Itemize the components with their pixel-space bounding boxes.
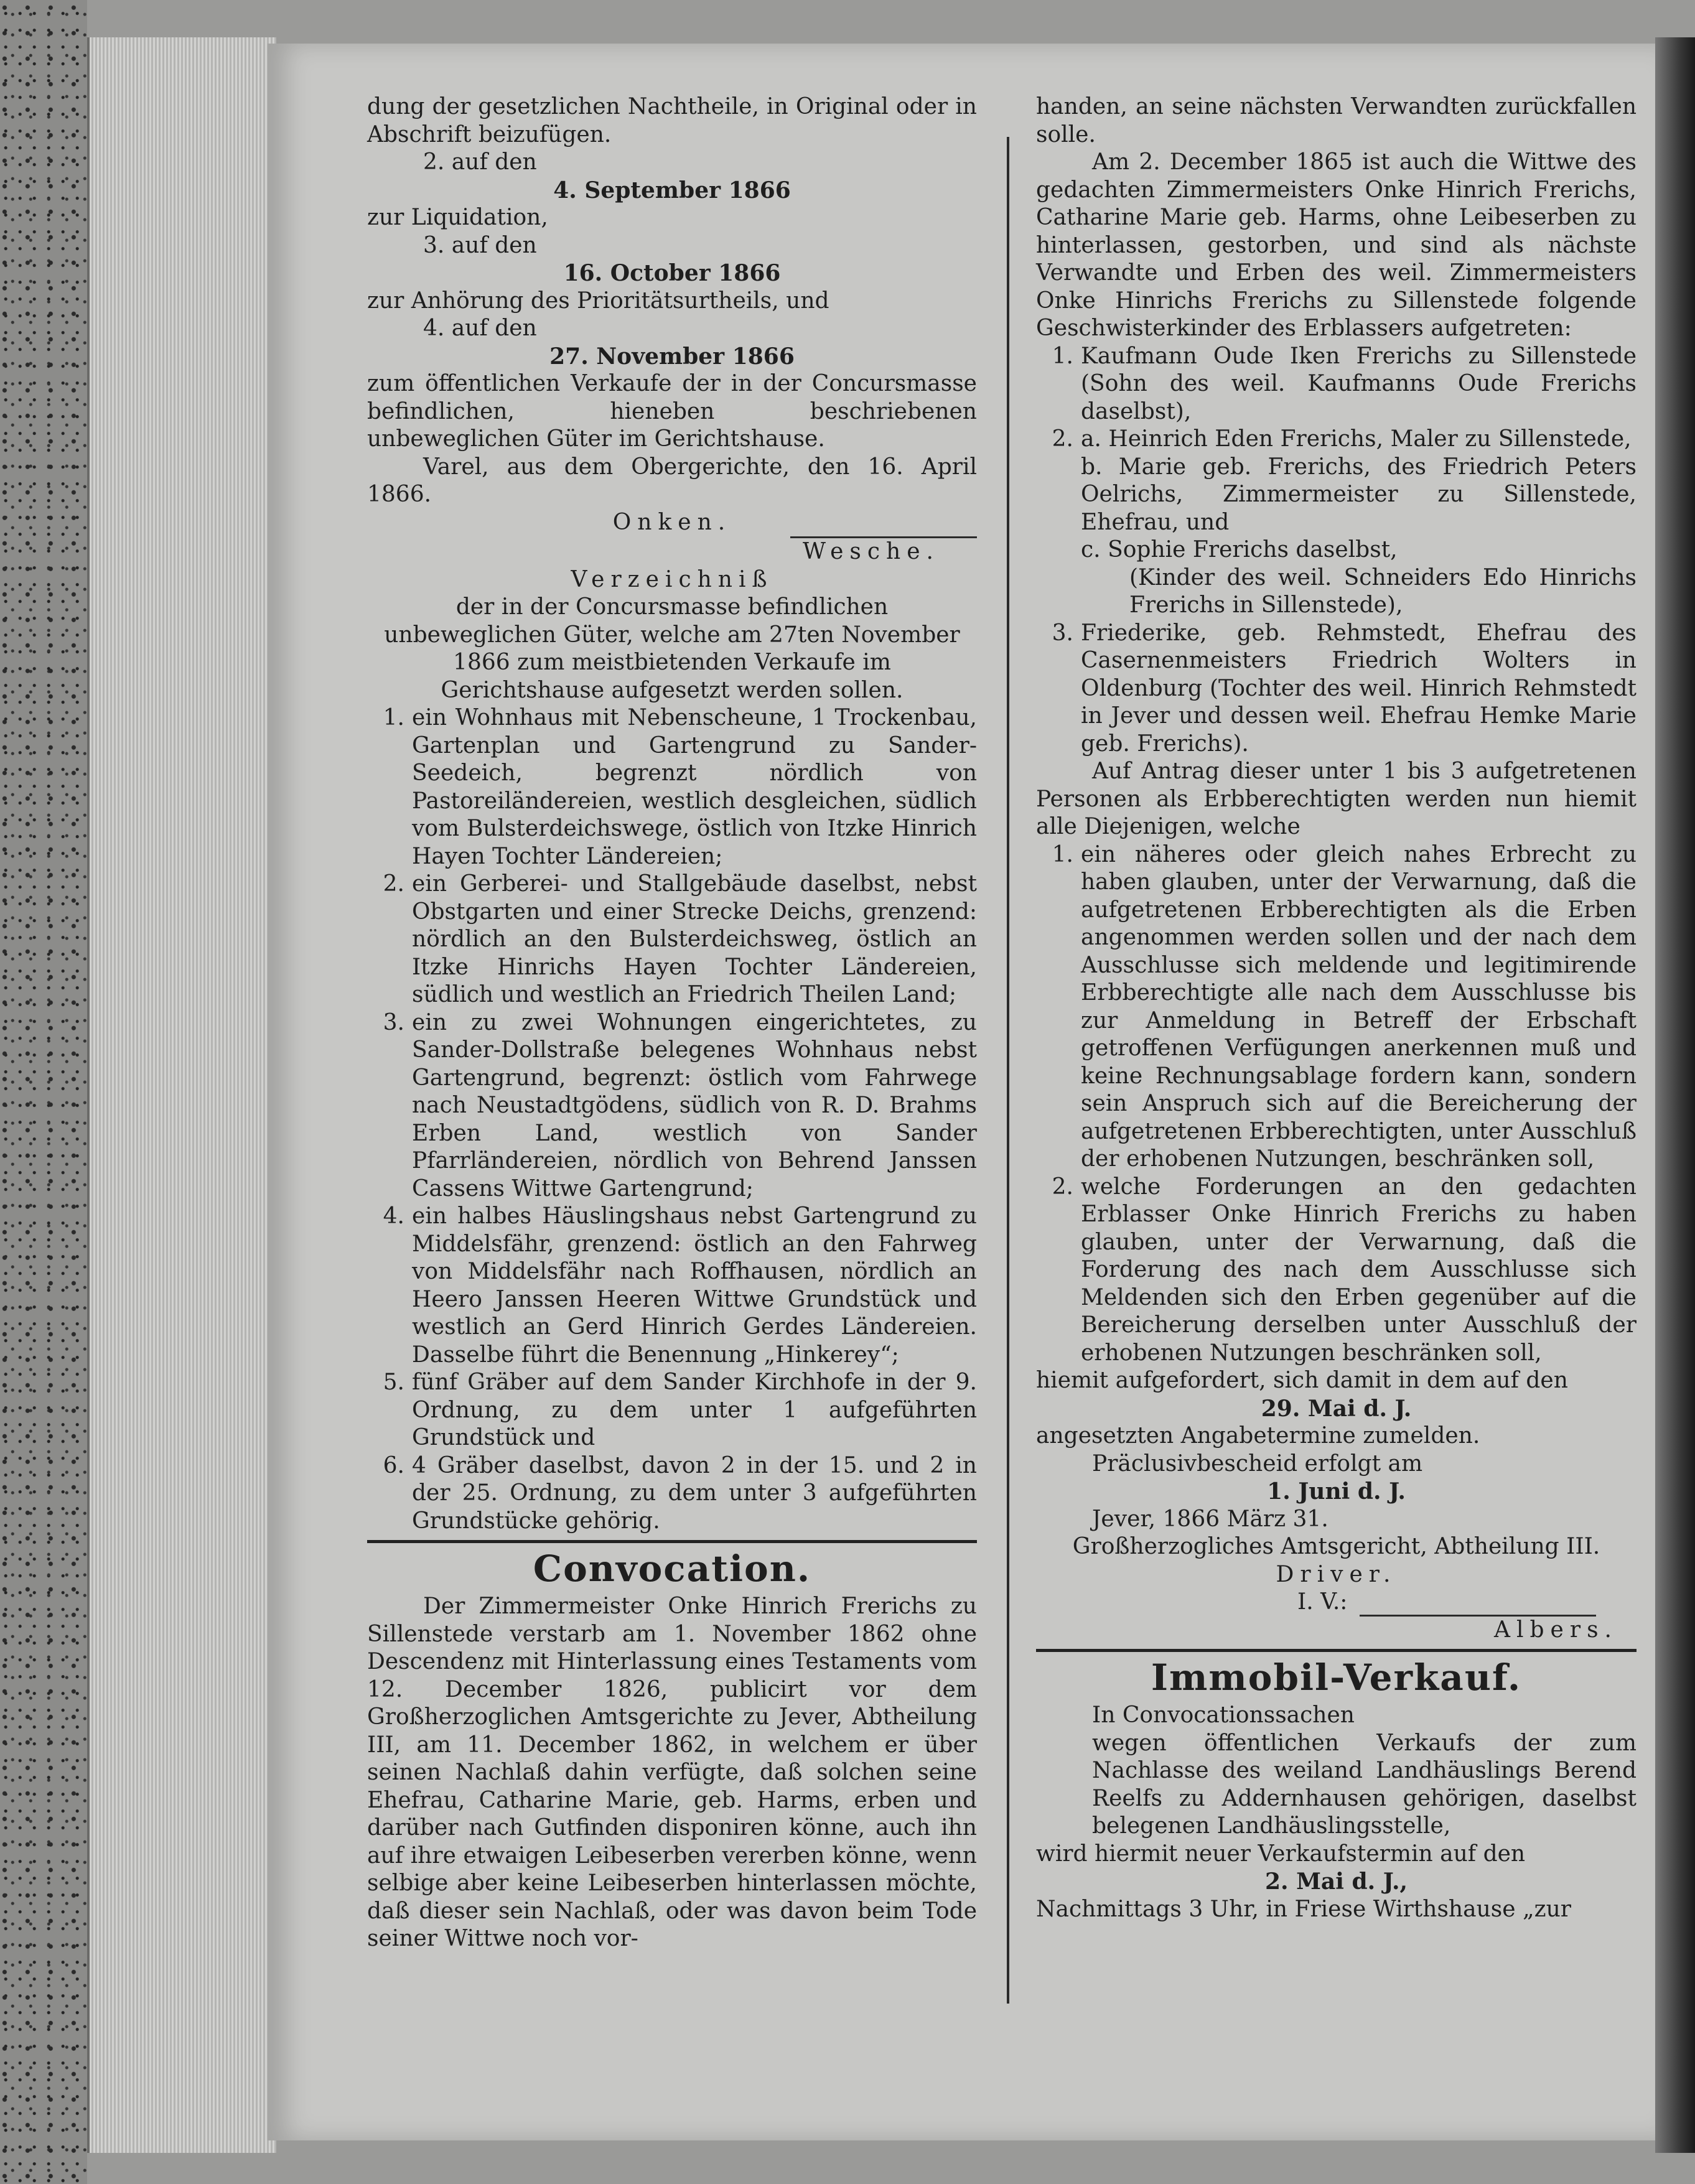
gutter-shadow — [1655, 37, 1695, 2153]
term-date: 29. Mai d. J. — [1261, 1395, 1412, 1422]
iv-label: I. V.: — [1297, 1589, 1348, 1615]
item-number: 4. — [383, 1203, 404, 1229]
step-4-purpose: zum öffentlichen Verkaufe der in der Concursmasse befindlichen, hieneben beschriebenen unbeweglichen Güter im Gerichtshause. — [367, 371, 977, 452]
item-number: 2. — [383, 871, 404, 897]
continuation-text: handen, an seine nächsten Verwandten zurückfallen solle. — [1036, 94, 1637, 147]
condition-text: welche Forderungen an den gedachten Erblasser Onke Hinrich Frerichs zu haben glauben, unter der Verwarnung, daß die Forderung des nach dem Ausschlusse sich Meldenden sich den Erben gegenüber auf die Bereicherung derselben unter Ausschluß der erhobenen Nutzungen beschränken soll, — [1081, 1174, 1637, 1366]
summon-text: hiemit aufgefordert, sich damit in dem auf den — [1036, 1368, 1568, 1393]
heir-item: 3. Friederike, geb. Rehmstedt, Ehefrau des Casernenmeisters Friedrich Wolters in Oldenburg (Tochter des weil. Hinrich Rehmstedt in Jever und dessen weil. Ehefrau Hemke Marie geb. Frerichs). — [1036, 620, 1637, 758]
signature-onken: Onken. — [612, 509, 732, 535]
immobil-heading: Immobil-Verkauf. — [1151, 1656, 1522, 1699]
signature-driver: Driver. — [1276, 1561, 1397, 1587]
list-item — [367, 1203, 977, 1369]
column-divider — [1007, 137, 1009, 2004]
verzeichnis-text: der in der Concursmasse befindlichen unbeweglichen Güter, welche am 27ten November 1866 zum meistbietenden Verkaufe im Gerichtshause aufgesetzt werden sollen. — [384, 594, 960, 703]
heir-item: 2. a. Heinrich Eden Frerichs, Maler zu Sillenstede, — [1052, 426, 1632, 452]
convocation-heading: Convocation. — [533, 1547, 811, 1590]
item-number: 6. — [383, 1452, 404, 1478]
section-rule — [367, 1540, 977, 1543]
paragraph-heirs: Am 2. December 1865 ist auch die Wittwe des gedachten Zimmermeisters Onke Hinrich Frerichs, Catharine Marie geb. Harms, ohne Leibeserben zu hinterlassen, gestorben, und sind als nächste Verwandte und Erben des weil. Zimmermeisters Onke Hinrichs Frerichs zu Sillenstede folgende Geschwisterkinder des Erblassers aufgetreten: — [1036, 149, 1637, 341]
immobil-text-1: In Convocationssachen — [1092, 1702, 1355, 1728]
step-4-label: 4. auf den — [423, 315, 537, 341]
immobil-text-3: wird hiermit neuer Verkaufstermin auf den — [1036, 1841, 1526, 1867]
heir-text: Sophie Frerichs daselbst, — [1108, 537, 1398, 562]
item-number: 3. — [383, 1009, 404, 1035]
term-text: angesetzten Angabetermine zumelden. — [1036, 1423, 1480, 1449]
condition-item: 2. welche Forderungen an den gedachten Erblasser Onke Hinrich Frerichs zu haben glauben, unter der Verwarnung, daß die Forderung des nach dem Ausschlusse sich Meldenden sich den Erben gegenüber auf die Bereicherung derselben unter Ausschluß der erhobenen Nutzungen beschränken soll, — [1036, 1174, 1637, 1368]
heir-note: (Kinder des weil. Schneiders Edo Hinrichs Frerichs in Sillenstede), — [1129, 564, 1637, 618]
heir-item: c. Sophie Frerichs daselbst, — [1081, 537, 1398, 562]
book-edge — [0, 0, 87, 2184]
item-number: 1. — [383, 705, 404, 730]
item-text: ein zu zwei Wohnungen eingerichtetes, zu Sander-Dollstraße belegenes Wohnhaus nebst Gartengrund, begrenzt: östlich vom Fahrwege nach Neustadtgödens, südlich von R. D. Brahms Erben Land, westlich von Sander Pfarrländereien, nördlich von Behrend Janssen Cassens Wittwe Gartengrund; — [412, 1009, 977, 1202]
verzeichnis-title: Verzeichniß — [571, 566, 773, 592]
immobil-text-2: wegen öffentlichen Verkaufs der zum Nachlasse des weiland Landhäuslings Berend Reelfs zu Addernhausen gehörigen, daselbst belegenen Landhäuslingsstelle, — [1092, 1730, 1637, 1839]
signature-wesche: Wesche. — [803, 539, 940, 564]
step-3-purpose: zur Anhörung des Prioritätsurtheils, und — [367, 287, 829, 314]
condition-text: ein näheres oder gleich nahes Erbrecht zu haben glauben, unter der Verwarnung, daß die aufgetretenen Erbberechtigten als die Erben angenommen werden sollen und der nach dem Ausschlusse sich meldende und legitimirende Erbberechtigte alle nach dem Ausschlusse bis zur Anmeldung in Betreff der Erbschaft getroffenen Verfügungen anerkennen muß und keine Rechnungsablage fordern kann, sondern sein Anspruch sich auf die Bereicherung der aufgetretenen Erbberechtigten, unter Ausschluß der erhobenen Nutzungen, beschränken soll, — [1081, 841, 1637, 1172]
list-item — [367, 870, 977, 1009]
immobil-text-4: Nachmittags 3 Uhr, in Friese Wirthshause „zur — [1036, 1896, 1571, 1922]
step-2-purpose: zur Liquidation, — [367, 205, 548, 230]
item-text: ein halbes Häuslingshaus nebst Gartengrund zu Middelsfähr, grenzend: östlich an den Fahrweg von Middelsfähr nach Roffhausen, nördlich an Heero Janssen Heeren Wittwe Grundstück und westlich an Gerd Hinrich Gerdes Ländereien. Dasselbe führt die Benennung „Hinkerey“; — [412, 1203, 977, 1368]
condition-item: 1. ein näheres oder gleich nahes Erbrecht zu haben glauben, unter der Verwarnung, daß die aufgetretenen Erbberechtigten als die Erben angenommen werden sollen und der nach dem Ausschlusse sich meldende und legitimirende Erbberechtigte alle nach dem Ausschlusse bis zur Anmeldung in Betreff der Erbschaft getroffenen Verfügungen anerkennen muß und keine Rechnungsablage fordern kann, sondern sein Anspruch sich auf die Bereicherung der aufgetretenen Erbberechtigten, unter Ausschluß der erhobenen Nutzungen, beschränken soll, — [1036, 841, 1637, 1174]
step-4-date: 27. November 1866 — [549, 343, 795, 370]
item-number: 5. — [383, 1370, 404, 1395]
intro-text: dung der gesetzlichen Nachtheile, in Original oder in Abschrift beizufügen. — [367, 94, 977, 147]
heir-item: 1. Kaufmann Oude Iken Frerichs zu Sillenstede (Sohn des weil. Kaufmanns Oude Frerichs daselbst), — [1036, 343, 1637, 426]
list-item — [367, 704, 977, 870]
item-text: fünf Gräber auf dem Sander Kirchhofe in der 9. Ordnung, zu dem unter 1 aufgeführten Grundstück und — [412, 1370, 977, 1450]
heir-text: Marie geb. Frerichs, des Friedrich Peters Oelrichs, Zimmermeister zu Sillenstede, Ehefrau, und — [1081, 454, 1637, 535]
list-item — [367, 1009, 977, 1203]
step-2-label: 2. auf den — [423, 149, 537, 175]
heir-text: Kaufmann Oude Iken Frerichs zu Sillenstede (Sohn des weil. Kaufmanns Oude Frerichs daselbst), — [1081, 343, 1637, 424]
step-2-date: 4. September 1866 — [553, 177, 791, 203]
right-column — [1036, 93, 1637, 1923]
place-date: Jever, 1866 März 31. — [1092, 1506, 1328, 1532]
list-item — [367, 1369, 977, 1452]
place-date: Varel, aus dem Obergerichte, den 16. April 1866. — [367, 454, 977, 507]
step-3-date: 16. October 1866 — [563, 260, 781, 286]
list-item — [367, 1452, 977, 1536]
paragraph-request: Auf Antrag dieser unter 1 bis 3 aufgetretenen Personen als Erbberechtigten werden nun hiemit alle Diejenigen, welche — [1036, 758, 1637, 839]
heir-text: Heinrich Eden Frerichs, Maler zu Sillenstede, — [1108, 426, 1632, 452]
item-text: 4 Gräber daselbst, davon 2 in der 15. und 2 in der 25. Ordnung, zu dem unter 3 aufgeführten Grundstücke gehörig. — [412, 1452, 977, 1534]
heir-item: b. Marie geb. Frerichs, des Friedrich Peters Oelrichs, Zimmermeister zu Sillenstede, Ehefrau, und — [1081, 454, 1637, 535]
iv-line — [1036, 1589, 1637, 1617]
step-3-label: 3. auf den — [423, 232, 537, 258]
convocation-text: Der Zimmermeister Onke Hinrich Frerichs zu Sillenstede verstarb am 1. November 1862 ohne Descendenz mit Hinterlassung eines Testaments vom 12. December 1826, publicirt vor dem Großherzoglichen Amtsgerichte zu Jever, Abtheilung III, am 11. December 1862, in welchem er über seinen Nachlaß dahin verfügte, daß solchen seine Ehefrau, Catharine Marie, geb. Harms, erben und darüber nach Gutfinden disponiren könne, auch ihn auf ihre etwaigen Leibeserben vererben könne, wenn selbige aber keine Leibeserben hinterlassen möchte, daß dieser sein Nachlaß, oder was davon beim Tode seiner Wittwe noch vor- — [367, 1594, 977, 1951]
item-text: ein Wohnhaus mit Nebenscheune, 1 Trockenbau, Gartenplan und Gartengrund zu Sander-Seedeich, begrenzt nördlich von Pastoreiländereien, westlich desgleichen, südlich vom Bulsterdeichswege, östlich von Itzke Hinrich Hayen Tochter Ländereien; — [412, 705, 977, 869]
left-column — [367, 93, 977, 1953]
page-stack — [87, 37, 276, 2153]
immobil-date: 2. Mai d. J., — [1264, 1869, 1408, 1895]
signature-albers: Albers. — [1494, 1617, 1618, 1643]
heir-text: Friederike, geb. Rehmstedt, Ehefrau des Casernenmeisters Friedrich Wolters in Oldenburg (Tochter des weil. Hinrich Rehmstedt in Jever und dessen weil. Ehefrau Hemke Marie geb. Frerichs). — [1081, 620, 1637, 757]
court-name: Großherzogliches Amtsgericht, Abtheilung III. — [1072, 1534, 1600, 1559]
praeclusive-date: 1. Juni d. J. — [1267, 1478, 1406, 1505]
section-rule — [1036, 1649, 1637, 1652]
praeclusive-text: Präclusivbescheid erfolgt am — [1092, 1450, 1423, 1477]
item-text: ein Gerberei- und Stallgebäude daselbst, nebst Obstgarten und einer Strecke Deichs, grenzend: nördlich an den Bulsterdeichsweg, östlich an Itzke Hinrichs Hayen Tochter Ländereien, südlich und westlich an Friedrich Theilen Land; — [412, 871, 977, 1007]
